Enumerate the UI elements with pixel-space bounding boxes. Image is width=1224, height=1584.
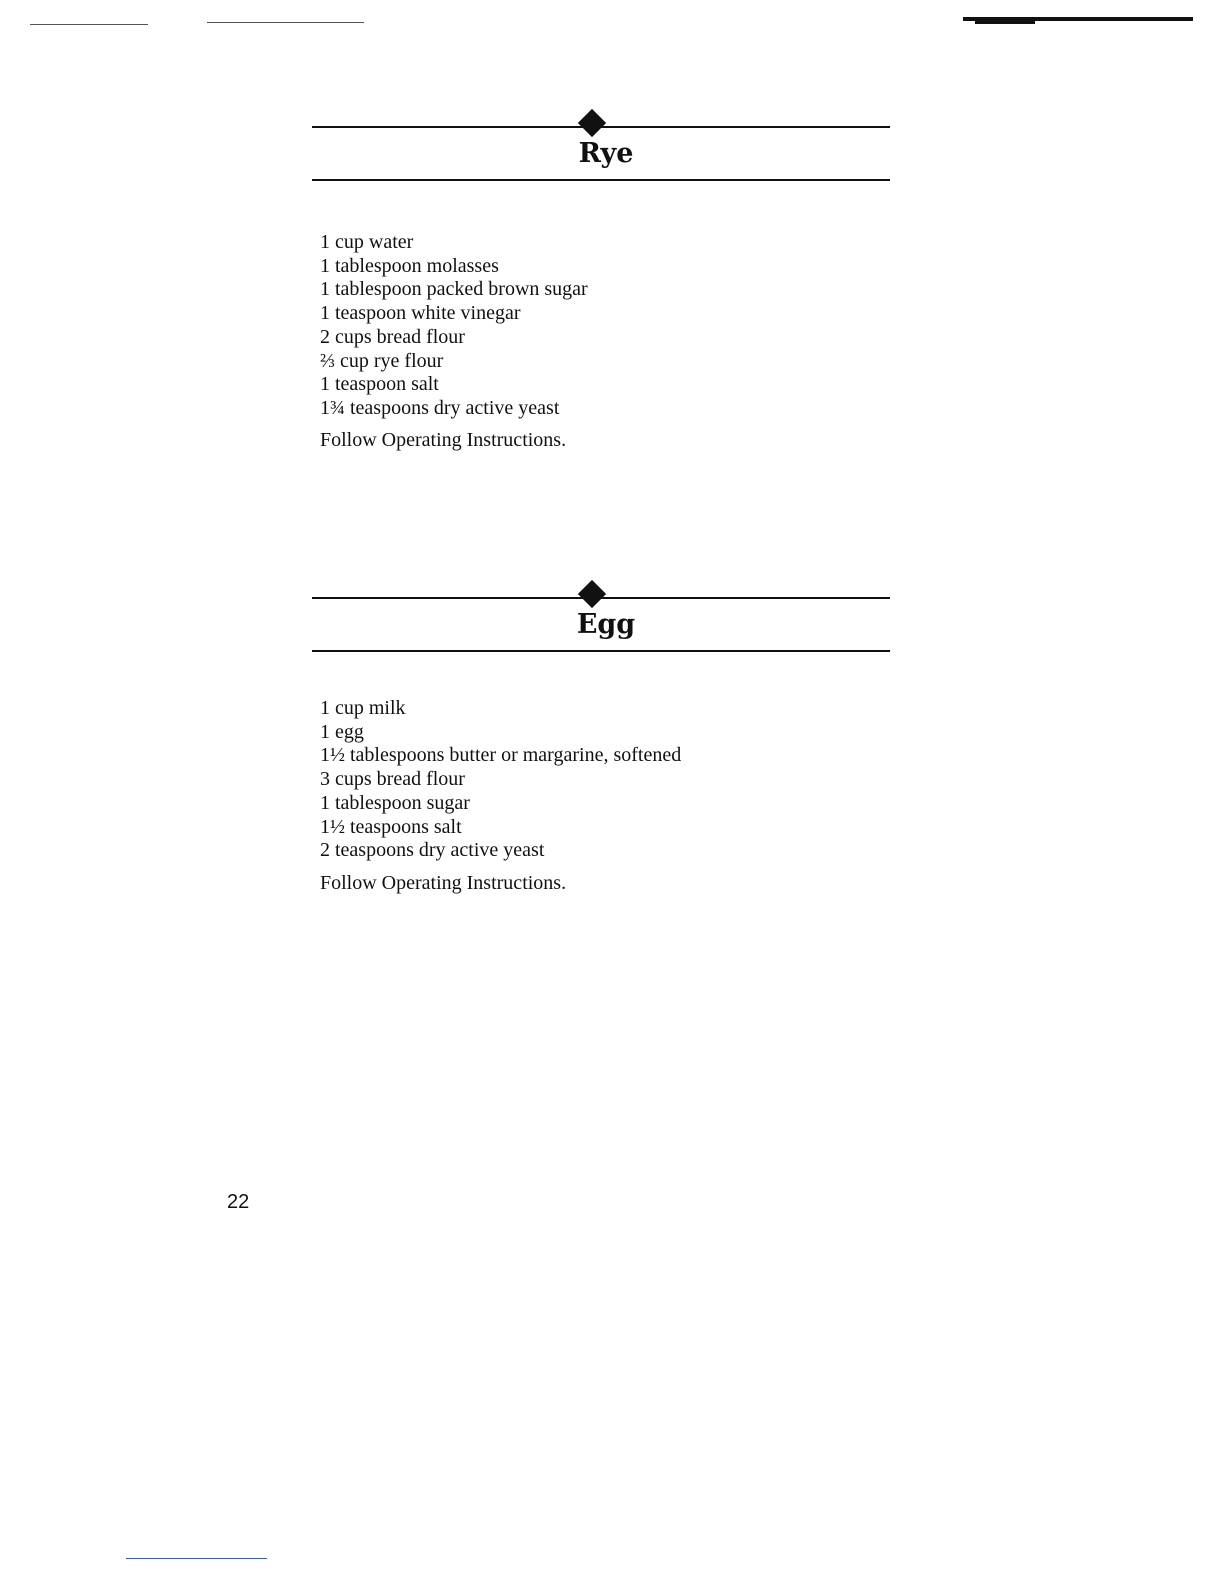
ingredient-item: 1 tablespoon sugar xyxy=(320,791,470,814)
recipe-title: Rye xyxy=(578,138,634,169)
scan-artifact-line xyxy=(207,22,364,23)
diamond-icon xyxy=(578,109,606,137)
ingredient-item: 3 cups bread flour xyxy=(320,768,465,791)
ingredient-item: 1¾ teaspoons dry active yeast xyxy=(320,396,560,419)
ingredient-item: 2 cups bread flour xyxy=(320,325,465,348)
recipe-rye xyxy=(312,116,890,451)
recipe-title-band xyxy=(312,587,890,654)
recipe-instructions: Follow Operating Instructions. xyxy=(320,429,567,451)
ingredient-item: 2 teaspoons dry active yeast xyxy=(320,839,545,862)
recipe-title: Egg xyxy=(576,609,636,640)
ingredient-item: 1 tablespoon molasses xyxy=(320,254,499,277)
title-rule-bottom xyxy=(312,179,890,181)
recipe-title-band xyxy=(312,116,890,183)
title-rule-bottom xyxy=(312,650,890,652)
ingredient-item: 1½ teaspoons salt xyxy=(320,815,462,838)
ingredient-item: 1½ tablespoons butter or margarine, softened xyxy=(320,744,682,767)
diamond-icon xyxy=(578,580,606,608)
ingredient-item: 1 teaspoon white vinegar xyxy=(320,302,521,325)
scan-artifact-line xyxy=(126,1558,267,1559)
ingredient-item: 1 teaspoon salt xyxy=(320,373,439,396)
ingredient-item: 1 cup milk xyxy=(320,697,406,719)
recipe-egg xyxy=(312,587,890,894)
ingredient-item: 1 tablespoon packed brown sugar xyxy=(320,278,588,301)
ingredient-item: 1 egg xyxy=(320,720,364,743)
ingredient-item: ⅔ cup rye flour xyxy=(320,349,444,372)
page-number: 22 xyxy=(227,1191,250,1213)
scan-artifact-line xyxy=(975,20,1035,24)
recipe-instructions: Follow Operating Instructions. xyxy=(320,872,567,894)
ingredient-item: 1 cup water xyxy=(320,231,414,253)
scan-artifact-line xyxy=(30,24,148,25)
ingredient-list xyxy=(320,697,681,863)
ingredient-list xyxy=(320,231,588,421)
